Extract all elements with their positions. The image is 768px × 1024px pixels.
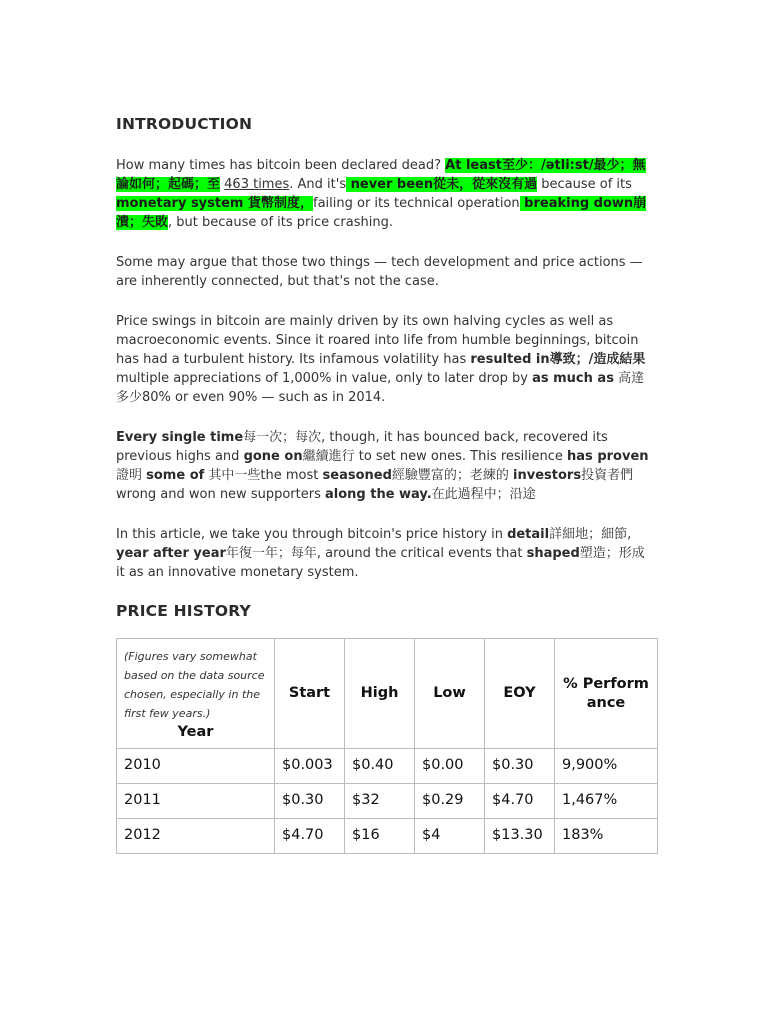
table-note: (Figures vary somewhat based on the data source chosen, especially in the first few years.) [124, 650, 265, 720]
cell-start: $4.70 [275, 819, 345, 854]
text-run: 每一次；每次, though, it has bounced back, recovered its previous highs and [116, 430, 608, 464]
bold-resulted-in: resulted in導致；/造成結果 [470, 352, 646, 367]
cell-low: $0.00 [415, 749, 485, 784]
cell-low: $0.29 [415, 784, 485, 819]
cell-year: 2010 [117, 749, 275, 784]
section-heading-introduction: INTRODUCTION [116, 115, 253, 133]
text-run: failing or its technical operation [313, 196, 520, 211]
text-run: 詳細地；細節, [549, 527, 632, 542]
bold-seasoned: seasoned [322, 468, 392, 483]
price-history-table [116, 638, 658, 854]
cell-high: $16 [345, 819, 415, 854]
table-row [117, 784, 658, 819]
text-run: 繼續進行 to set new ones. This resilience [302, 449, 568, 464]
column-header-year-label: Year [177, 724, 214, 740]
document-body [116, 115, 656, 854]
bold-detail: detail [507, 527, 550, 542]
bold-along-the-way: along the way. [324, 487, 432, 502]
column-header-performance: % Performance [555, 639, 658, 749]
bold-gone-on: gone on [243, 449, 303, 464]
highlight-monetary-system: monetary system 貨幣制度， [116, 196, 313, 211]
cell-high: $0.40 [345, 749, 415, 784]
section-heading-price-history: PRICE HISTORY [116, 602, 251, 620]
column-header-low: Low [415, 639, 485, 749]
column-header-year [117, 639, 275, 749]
text-run: 塑造；形成 it as an innovative monetary system. [116, 546, 645, 580]
column-header-high: High [345, 639, 415, 749]
text-run: 在此過程中；沿途 [431, 487, 536, 502]
cell-high: $32 [345, 784, 415, 819]
cell-start: $0.003 [275, 749, 345, 784]
table-row [117, 819, 658, 854]
bold-as-much-as: as much as [532, 371, 614, 386]
text-run: In this article, we take you through bitcoin's price history in [116, 527, 508, 542]
bold-shaped: shaped [526, 546, 580, 561]
paragraph-3 [116, 312, 656, 407]
column-header-start: Start [275, 639, 345, 749]
cell-performance: 183% [555, 819, 658, 854]
cell-low: $4 [415, 819, 485, 854]
highlight-at-least: At least至少：/ǝtli:st/最少；無論如何；起碼；至 [116, 158, 646, 192]
cell-year: 2012 [117, 819, 275, 854]
text-run: 高達多少80% or even 90% — such as in 2014. [116, 371, 645, 405]
bold-year-after-year: year after year [116, 546, 226, 561]
text-run: 年復一年；每年, around the critical events that [225, 546, 527, 561]
cell-eoy: $4.70 [485, 784, 555, 819]
text-run: multiple appreciations of 1,000% in value, only to later drop by [116, 371, 533, 386]
cell-eoy: $0.30 [485, 749, 555, 784]
text-run: 其中一些the most [204, 468, 323, 483]
text-run: 投資者們 wrong and won new supporters [116, 468, 634, 502]
bold-investors: investors [513, 468, 582, 483]
paragraph-1 [116, 156, 656, 232]
text-run: , but because of its price crashing. [168, 215, 393, 230]
paragraph-5 [116, 525, 656, 582]
text-run: 經驗豐富的；老練的 [391, 468, 514, 483]
cell-start: $0.30 [275, 784, 345, 819]
bold-has-proven: has proven [567, 449, 649, 464]
highlight-never-been: never been從未，從來沒有過 [346, 177, 538, 192]
cell-performance: 1,467% [555, 784, 658, 819]
cell-performance: 9,900% [555, 749, 658, 784]
paragraph-4 [116, 428, 656, 504]
cell-year: 2011 [117, 784, 275, 819]
link-463-times[interactable]: 463 times [224, 177, 290, 192]
bold-every-single-time: Every single time [116, 430, 244, 445]
bold-some-of: some of [146, 468, 205, 483]
text-run: 證明 [116, 468, 147, 483]
table-header-row [117, 639, 658, 749]
highlight-breaking-down: breaking down崩潰；失敗 [116, 196, 647, 230]
text-run: Price swings in bitcoin are mainly driven by its own halving cycles as well as macroeconomic events. Since it roared into life from humble beginnings, bitcoin has had a turbulent history. Its infamous volatility has [116, 314, 639, 367]
cell-eoy: $13.30 [485, 819, 555, 854]
text-run: How many times has bitcoin been declared dead? [116, 158, 446, 173]
paragraph-2: Some may argue that those two things — tech development and price actions — are inherently connected, but that's not the case. [116, 255, 643, 289]
text-run: . And it's [289, 177, 347, 192]
table-row [117, 749, 658, 784]
column-header-eoy: EOY [485, 639, 555, 749]
text-run: because of its [537, 177, 632, 192]
